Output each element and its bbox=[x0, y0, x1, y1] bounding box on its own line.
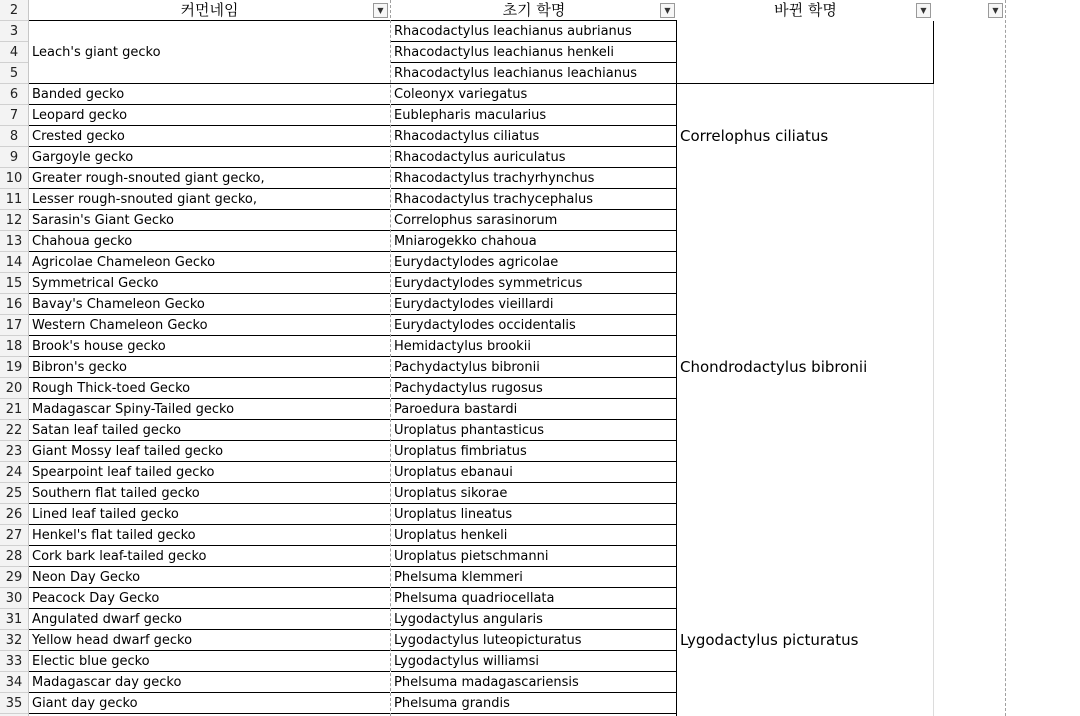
sciname-cell[interactable]: Phelsuma grandis bbox=[391, 693, 676, 714]
header-common-name[interactable] bbox=[29, 0, 390, 21]
row-number[interactable]: 29 bbox=[0, 567, 28, 588]
row-number[interactable]: 30 bbox=[0, 588, 28, 609]
common-name-cell[interactable]: Southern flat tailed gecko bbox=[29, 483, 390, 504]
changed-sciname-cell[interactable] bbox=[677, 672, 934, 693]
common-name-cell[interactable]: Rough Thick-toed Gecko bbox=[29, 378, 390, 399]
changed-sciname-cell[interactable] bbox=[677, 252, 934, 273]
sciname-cell[interactable]: Eurydactylodes vieillardi bbox=[391, 294, 676, 315]
sciname-cell[interactable]: Lygodactylus luteopicturatus bbox=[391, 630, 676, 651]
row-number[interactable]: 35 bbox=[0, 693, 28, 714]
sciname-cell[interactable]: Uroplatus ebanaui bbox=[391, 462, 676, 483]
common-name-cell[interactable]: Yellow head dwarf gecko bbox=[29, 630, 390, 651]
row-number[interactable]: 27 bbox=[0, 525, 28, 546]
common-name-cell[interactable]: Symmetrical Gecko bbox=[29, 273, 390, 294]
changed-sciname-cell[interactable] bbox=[677, 609, 934, 630]
row-number[interactable]: 18 bbox=[0, 336, 28, 357]
filter-dropdown-icon[interactable]: ▼ bbox=[916, 3, 931, 18]
changed-sciname-cell[interactable] bbox=[677, 378, 934, 399]
row-number[interactable]: 10 bbox=[0, 168, 28, 189]
gridline bbox=[933, 84, 934, 716]
changed-sciname-cell[interactable] bbox=[677, 567, 934, 588]
row-number[interactable]: 2 bbox=[0, 0, 28, 21]
common-name-cell[interactable]: Madagascar day gecko bbox=[29, 672, 390, 693]
row-number[interactable]: 23 bbox=[0, 441, 28, 462]
sciname-cell[interactable]: Phelsuma madagascariensis bbox=[391, 672, 676, 693]
changed-sciname-cell[interactable]: Correlophus ciliatus bbox=[680, 127, 829, 145]
sciname-cell[interactable]: Phelsuma quadriocellata bbox=[391, 588, 676, 609]
common-name-cell[interactable]: Madagascar Spiny-Tailed gecko bbox=[29, 399, 390, 420]
changed-sciname-cell[interactable] bbox=[677, 105, 934, 126]
row-number[interactable]: 5 bbox=[0, 63, 28, 84]
changed-sciname-cell[interactable] bbox=[677, 273, 934, 294]
page-break-line bbox=[390, 0, 391, 716]
changed-sciname-cell[interactable] bbox=[677, 315, 934, 336]
common-name-cell[interactable]: Western Chameleon Gecko bbox=[29, 315, 390, 336]
changed-sciname-cell[interactable] bbox=[677, 189, 934, 210]
sciname-cell[interactable]: Pachydactylus rugosus bbox=[391, 378, 676, 399]
changed-sciname-cell[interactable] bbox=[677, 651, 934, 672]
changed-sciname-cell[interactable] bbox=[677, 546, 934, 567]
sciname-cell[interactable]: Rhacodactylus ciliatus bbox=[391, 126, 676, 147]
sciname-cell[interactable]: Eurydactylodes symmetricus bbox=[391, 273, 676, 294]
common-name-cell[interactable]: Giant day gecko bbox=[29, 693, 390, 714]
merged-changed-cell[interactable] bbox=[677, 21, 934, 84]
common-name-cell[interactable]: Lesser rough-snouted giant gecko, bbox=[29, 189, 390, 210]
common-name-cell[interactable]: Giant Mossy leaf tailed gecko bbox=[29, 441, 390, 462]
row-number[interactable]: 6 bbox=[0, 84, 28, 105]
header-initial-sciname-label: 초기 학명 bbox=[502, 1, 566, 19]
filter-dropdown-icon[interactable]: ▼ bbox=[988, 3, 1003, 18]
common-name-cell[interactable]: Electic blue gecko bbox=[29, 651, 390, 672]
cell-border bbox=[933, 21, 934, 84]
sciname-cell[interactable]: Lygodactylus angularis bbox=[391, 609, 676, 630]
cell-border bbox=[391, 41, 677, 42]
sciname-cell[interactable]: Eublepharis macularius bbox=[391, 105, 676, 126]
common-name-cell[interactable]: Chahoua gecko bbox=[29, 231, 390, 252]
common-name-cell[interactable]: Angulated dwarf gecko bbox=[29, 609, 390, 630]
sciname-cell[interactable]: Uroplatus henkeli bbox=[391, 525, 676, 546]
row-number[interactable]: 21 bbox=[0, 399, 28, 420]
changed-sciname-cell[interactable] bbox=[677, 84, 934, 105]
row-number[interactable]: 20 bbox=[0, 378, 28, 399]
row-number[interactable]: 13 bbox=[0, 231, 28, 252]
changed-sciname-cell[interactable] bbox=[677, 231, 934, 252]
changed-sciname-cell[interactable] bbox=[677, 147, 934, 168]
row-number[interactable]: 4 bbox=[0, 42, 28, 63]
row-number[interactable]: 33 bbox=[0, 651, 28, 672]
sciname-cell[interactable]: Uroplatus sikorae bbox=[391, 483, 676, 504]
common-name-cell[interactable]: Cork bark leaf-tailed gecko bbox=[29, 546, 390, 567]
common-name-cell[interactable]: Crested gecko bbox=[29, 126, 390, 147]
sciname-cell[interactable]: Uroplatus fimbriatus bbox=[391, 441, 676, 462]
sciname-cell[interactable]: Rhacodactylus trachycephalus bbox=[391, 189, 676, 210]
row-number[interactable]: 14 bbox=[0, 252, 28, 273]
changed-sciname-cell[interactable]: Lygodactylus picturatus bbox=[680, 631, 859, 649]
cell-border bbox=[677, 83, 934, 84]
common-name-cell[interactable]: Spearpoint leaf tailed gecko bbox=[29, 462, 390, 483]
changed-sciname-cell[interactable] bbox=[677, 462, 934, 483]
common-name-cell[interactable]: Bibron's gecko bbox=[29, 357, 390, 378]
row-number[interactable]: 24 bbox=[0, 462, 28, 483]
filter-dropdown-icon[interactable]: ▼ bbox=[660, 3, 675, 18]
sciname-cell[interactable]: Hemidactylus brookii bbox=[391, 336, 676, 357]
row-number[interactable]: 3 bbox=[0, 21, 28, 42]
row-number[interactable]: 26 bbox=[0, 504, 28, 525]
sciname-cell[interactable]: Rhacodactylus auriculatus bbox=[391, 147, 676, 168]
sciname-cell[interactable]: Lygodactylus williamsi bbox=[391, 651, 676, 672]
sciname-cell[interactable]: Uroplatus pietschmanni bbox=[391, 546, 676, 567]
common-name-cell[interactable]: Greater rough-snouted giant gecko, bbox=[29, 168, 390, 189]
changed-sciname-cell[interactable] bbox=[677, 420, 934, 441]
row-number[interactable]: 31 bbox=[0, 609, 28, 630]
common-name-cell[interactable]: Lined leaf tailed gecko bbox=[29, 504, 390, 525]
row-number[interactable]: 34 bbox=[0, 672, 28, 693]
common-name-cell[interactable]: Brook's house gecko bbox=[29, 336, 390, 357]
cell-border bbox=[676, 21, 677, 716]
changed-sciname-cell[interactable] bbox=[677, 441, 934, 462]
changed-sciname-cell[interactable] bbox=[677, 504, 934, 525]
row-number[interactable]: 22 bbox=[0, 420, 28, 441]
sciname-cell[interactable]: Eurydactylodes agricolae bbox=[391, 252, 676, 273]
row-number[interactable]: 32 bbox=[0, 630, 28, 651]
changed-sciname-cell[interactable] bbox=[677, 210, 934, 231]
common-name-cell[interactable]: Agricolae Chameleon Gecko bbox=[29, 252, 390, 273]
row-number[interactable]: 15 bbox=[0, 273, 28, 294]
changed-sciname-cell[interactable] bbox=[677, 399, 934, 420]
row-number[interactable]: 16 bbox=[0, 294, 28, 315]
common-name-cell[interactable]: Sarasin's Giant Gecko bbox=[29, 210, 390, 231]
row-number[interactable]: 8 bbox=[0, 126, 28, 147]
changed-sciname-cell[interactable] bbox=[677, 693, 934, 714]
merged-common-name-cell[interactable]: Leach's giant gecko bbox=[32, 45, 161, 60]
common-name-cell[interactable]: Leopard gecko bbox=[29, 105, 390, 126]
cell-border bbox=[29, 83, 677, 84]
changed-sciname-cell[interactable]: Chondrodactylus bibronii bbox=[680, 358, 868, 376]
common-name-cell[interactable]: Neon Day Gecko bbox=[29, 567, 390, 588]
sciname-cell[interactable]: Rhacodactylus trachyrhynchus bbox=[391, 168, 676, 189]
common-name-cell[interactable]: Satan leaf tailed gecko bbox=[29, 420, 390, 441]
row-number[interactable]: 7 bbox=[0, 105, 28, 126]
sciname-cell[interactable]: Mniarogekko chahoua bbox=[391, 231, 676, 252]
changed-sciname-cell[interactable] bbox=[677, 294, 934, 315]
sciname-cell[interactable]: Rhacodactylus leachianus aubrianus bbox=[394, 24, 632, 39]
row-number[interactable]: 12 bbox=[0, 210, 28, 231]
row-number[interactable]: 9 bbox=[0, 147, 28, 168]
page-break-line bbox=[1005, 0, 1006, 716]
sciname-cell[interactable]: Paroedura bastardi bbox=[391, 399, 676, 420]
filter-dropdown-icon[interactable]: ▼ bbox=[373, 3, 388, 18]
row-number[interactable]: 28 bbox=[0, 546, 28, 567]
header-initial-sciname[interactable] bbox=[391, 0, 677, 21]
sciname-cell[interactable]: Coleonyx variegatus bbox=[391, 84, 676, 105]
changed-sciname-cell[interactable] bbox=[677, 168, 934, 189]
sciname-cell[interactable]: Uroplatus lineatus bbox=[391, 504, 676, 525]
changed-sciname-cell[interactable] bbox=[677, 525, 934, 546]
common-name-cell[interactable]: Gargoyle gecko bbox=[29, 147, 390, 168]
header-changed-sciname-label: 바뀐 학명 bbox=[774, 1, 837, 19]
header-common-name-label: 커먼네임 bbox=[180, 1, 239, 19]
changed-sciname-cell[interactable] bbox=[677, 483, 934, 504]
row-number[interactable]: 25 bbox=[0, 483, 28, 504]
cell-border bbox=[391, 62, 677, 63]
header-changed-sciname[interactable] bbox=[677, 0, 934, 21]
sciname-cell[interactable]: Phelsuma klemmeri bbox=[391, 567, 676, 588]
changed-sciname-cell[interactable] bbox=[677, 588, 934, 609]
common-name-cell[interactable]: Bavay's Chameleon Gecko bbox=[29, 294, 390, 315]
common-name-cell[interactable]: Henkel's flat tailed gecko bbox=[29, 525, 390, 546]
common-name-cell[interactable]: Peacock Day Gecko bbox=[29, 588, 390, 609]
sciname-cell[interactable]: Rhacodactylus leachianus leachianus bbox=[394, 66, 637, 81]
sciname-cell[interactable]: Correlophus sarasinorum bbox=[391, 210, 676, 231]
sciname-cell[interactable]: Eurydactylodes occidentalis bbox=[391, 315, 676, 336]
row-number[interactable]: 11 bbox=[0, 189, 28, 210]
row-number[interactable]: 19 bbox=[0, 357, 28, 378]
sciname-cell[interactable]: Uroplatus phantasticus bbox=[391, 420, 676, 441]
common-name-cell[interactable]: Banded gecko bbox=[29, 84, 390, 105]
row-number[interactable]: 17 bbox=[0, 315, 28, 336]
sciname-cell[interactable]: Rhacodactylus leachianus henkeli bbox=[394, 45, 614, 60]
changed-sciname-cell[interactable] bbox=[677, 336, 934, 357]
sciname-cell[interactable]: Pachydactylus bibronii bbox=[391, 357, 676, 378]
